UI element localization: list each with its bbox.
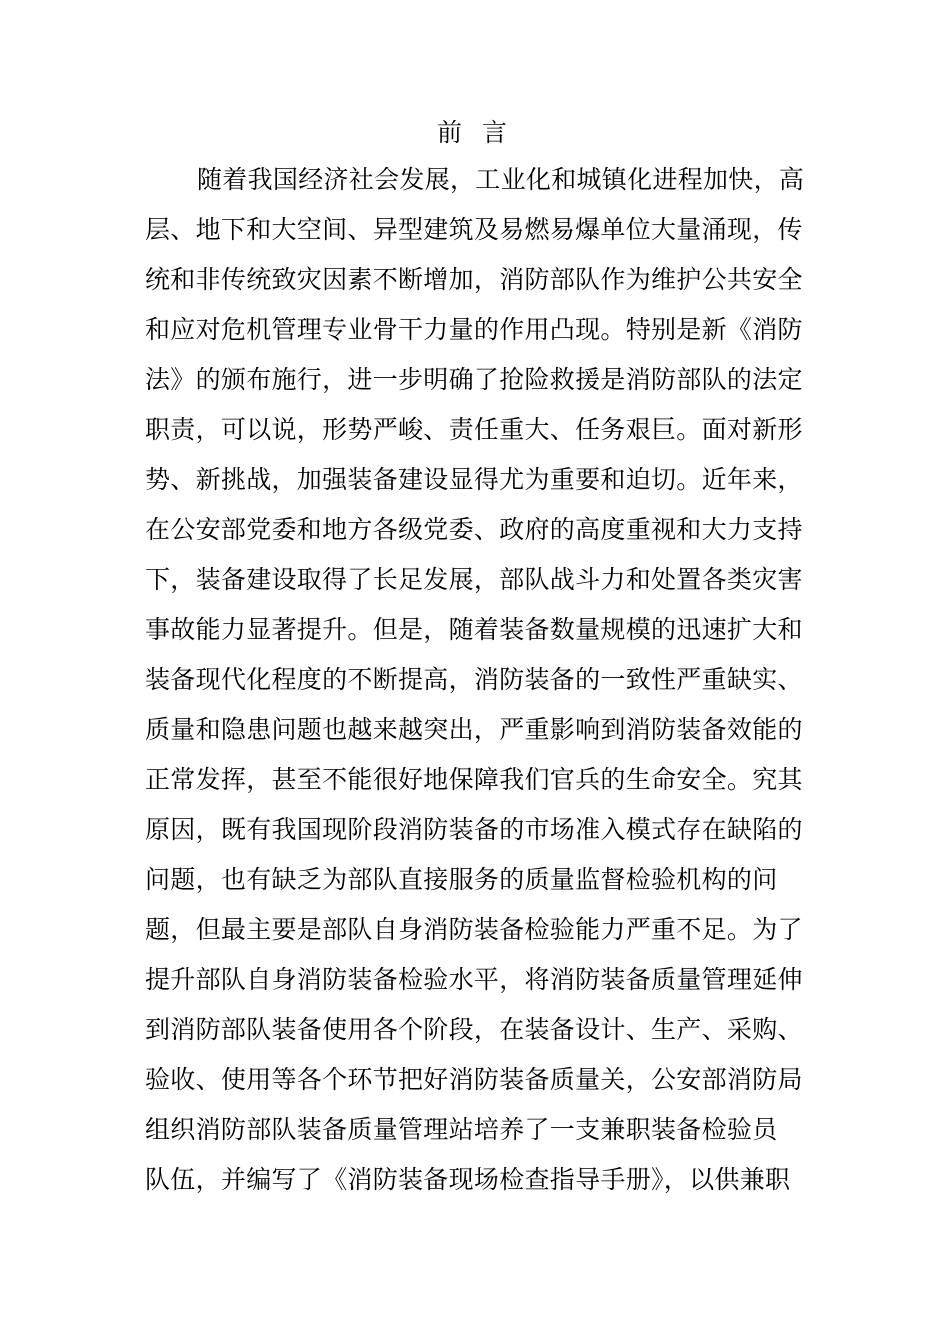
body-line-10: 事故能力显著提升。但是，随着装备数量规模的迅速扩大和 <box>145 615 803 644</box>
body-line-13: 正常发挥，甚至不能很好地保障我们官兵的生命安全。究其 <box>145 765 803 794</box>
body-line-16: 题，但最主要是部队自身消防装备检验能力严重不足。为了 <box>145 915 803 944</box>
body-line-4: 和应对危机管理专业骨干力量的作用凸现。特别是新《消防 <box>145 315 803 344</box>
body-line-3: 统和非传统致灾因素不断增加，消防部队作为维护公共安全 <box>145 265 803 294</box>
body-line-2: 层、地下和大空间、异型建筑及易燃易爆单位大量涌现，传 <box>145 215 803 244</box>
body-line-7: 势、新挑战，加强装备建设显得尤为重要和迫切。近年来， <box>145 465 803 494</box>
body-line-14: 原因，既有我国现阶段消防装备的市场准入模式存在缺陷的 <box>145 815 803 844</box>
body-line-6: 职责，可以说，形势严峻、责任重大、任务艰巨。面对新形 <box>145 415 803 444</box>
body-line-17: 提升部队自身消防装备检验水平，将消防装备质量管理延伸 <box>145 965 803 994</box>
body-line-12: 质量和隐患问题也越来越突出，严重影响到消防装备效能的 <box>145 715 803 744</box>
body-line-15: 问题，也有缺乏为部队直接服务的质量监督检验机构的问 <box>145 865 778 894</box>
body-line-11: 装备现代化程度的不断提高，消防装备的一致性严重缺实、 <box>145 665 803 694</box>
page-title: 前 言 <box>437 118 513 147</box>
body-line-8: 在公安部党委和地方各级党委、政府的高度重视和大力支持 <box>145 515 803 544</box>
body-line-20: 组织消防部队装备质量管理站培养了一支兼职装备检验员 <box>145 1115 778 1144</box>
body-line-9: 下，装备建设取得了长足发展，部队战斗力和处置各类灾害 <box>145 565 803 594</box>
body-line-19: 验收、使用等各个环节把好消防装备质量关，公安部消防局 <box>145 1065 803 1094</box>
body-line-1: 随着我国经济社会发展，工业化和城镇化进程加快，高 <box>197 165 805 194</box>
body-line-21: 队伍，并编写了《消防装备现场检查指导手册》，以供兼职 <box>145 1165 791 1194</box>
body-line-5: 法》的颁布施行，进一步明确了抢险救援是消防部队的法定 <box>145 365 803 394</box>
body-line-18: 到消防部队装备使用各个阶段，在装备设计、生产、采购、 <box>145 1015 803 1044</box>
